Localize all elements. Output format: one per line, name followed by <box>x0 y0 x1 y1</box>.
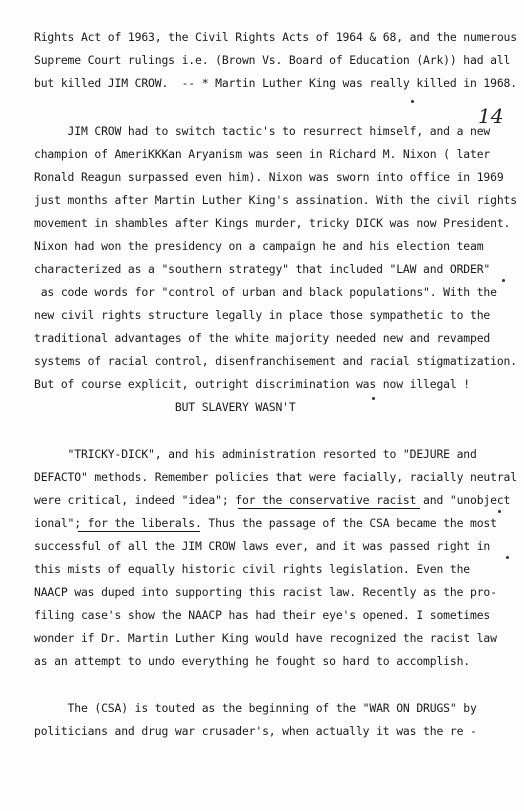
text-line: NAACP was duped into supporting this racist law. Recently as the pro- <box>34 585 497 599</box>
underline <box>78 531 200 532</box>
stray-mark <box>372 397 375 400</box>
text-line: "TRICKY-DICK", and his administration resorted to "DEJURE and <box>34 447 477 461</box>
text-line: new civil rights structure legally in place those sympathetic to the <box>34 308 491 322</box>
text-line: Supreme Court rulings i.e. (Brown Vs. Board of Education (Ark)) had all <box>34 53 511 67</box>
stray-mark <box>498 510 501 513</box>
text-line: Rights Act of 1963, the Civil Rights Acts of 1964 & 68, and the numerous <box>34 30 517 44</box>
text-line: just months after Martin Luther King's assination. With the civil rights <box>34 193 517 207</box>
text-line: politicians and drug war crusader's, when actually it was the re - <box>34 724 477 738</box>
text-line: JIM CROW had to switch tactic's to resurrect himself, and a new <box>34 124 491 138</box>
text-line: Ronald Reagun surpassed even him). Nixon was sworn into office in 1969 <box>34 170 504 184</box>
text-line: DEFACTO" methods. Remember policies that were facially, racially neutral <box>34 470 517 484</box>
text-line: as an attempt to undo everything he fought so hard to accomplish. <box>34 654 471 668</box>
text-line: wonder if Dr. Martin Luther King would have recognized the racist law <box>34 631 497 645</box>
text-line: ional"; for the liberals. Thus the passage of the CSA became the most <box>34 516 497 530</box>
text-line: were critical, indeed "idea"; for the conservative racist and "unobject <box>34 493 511 507</box>
stray-mark <box>411 100 414 103</box>
text-line: movement in shambles after Kings murder, tricky DICK was now President. <box>34 216 511 230</box>
stray-mark <box>502 279 505 282</box>
heading-line: BUT SLAVERY WASN'T <box>34 400 296 414</box>
text-line: traditional advantages of the white majority needed new and revamped <box>34 331 491 345</box>
text-line: but killed JIM CROW. -- * Martin Luther King was really killed in 1968. <box>34 76 517 90</box>
text-line: champion of AmeriKKKan Aryanism was seen in Richard M. Nixon ( later <box>34 147 491 161</box>
underline <box>238 508 420 509</box>
text-line: filing case's show the NAACP has had their eye's opened. I sometimes <box>34 608 491 622</box>
text-line: as code words for "control of urban and black populations". With the <box>34 285 497 299</box>
text-line: characterized as a "southern strategy" that included "LAW and ORDER" <box>34 262 491 276</box>
text-line: successful of all the JIM CROW laws ever, and it was passed right in <box>34 539 491 553</box>
text-line: Nixon had won the presidency on a campaign he and his election team <box>34 239 484 253</box>
handwritten-page-number: 14 <box>478 104 504 128</box>
text-line: systems of racial control, disenfranchisement and racial stigmatization. <box>34 354 517 368</box>
text-line: this mists of equally historic civil rights legislation. Even the <box>34 562 471 576</box>
text-line: But of course explicit, outright discrimination was now illegal ! <box>34 377 471 391</box>
stray-mark <box>506 556 509 559</box>
text-line: The (CSA) is touted as the beginning of the "WAR ON DRUGS" by <box>34 701 477 715</box>
